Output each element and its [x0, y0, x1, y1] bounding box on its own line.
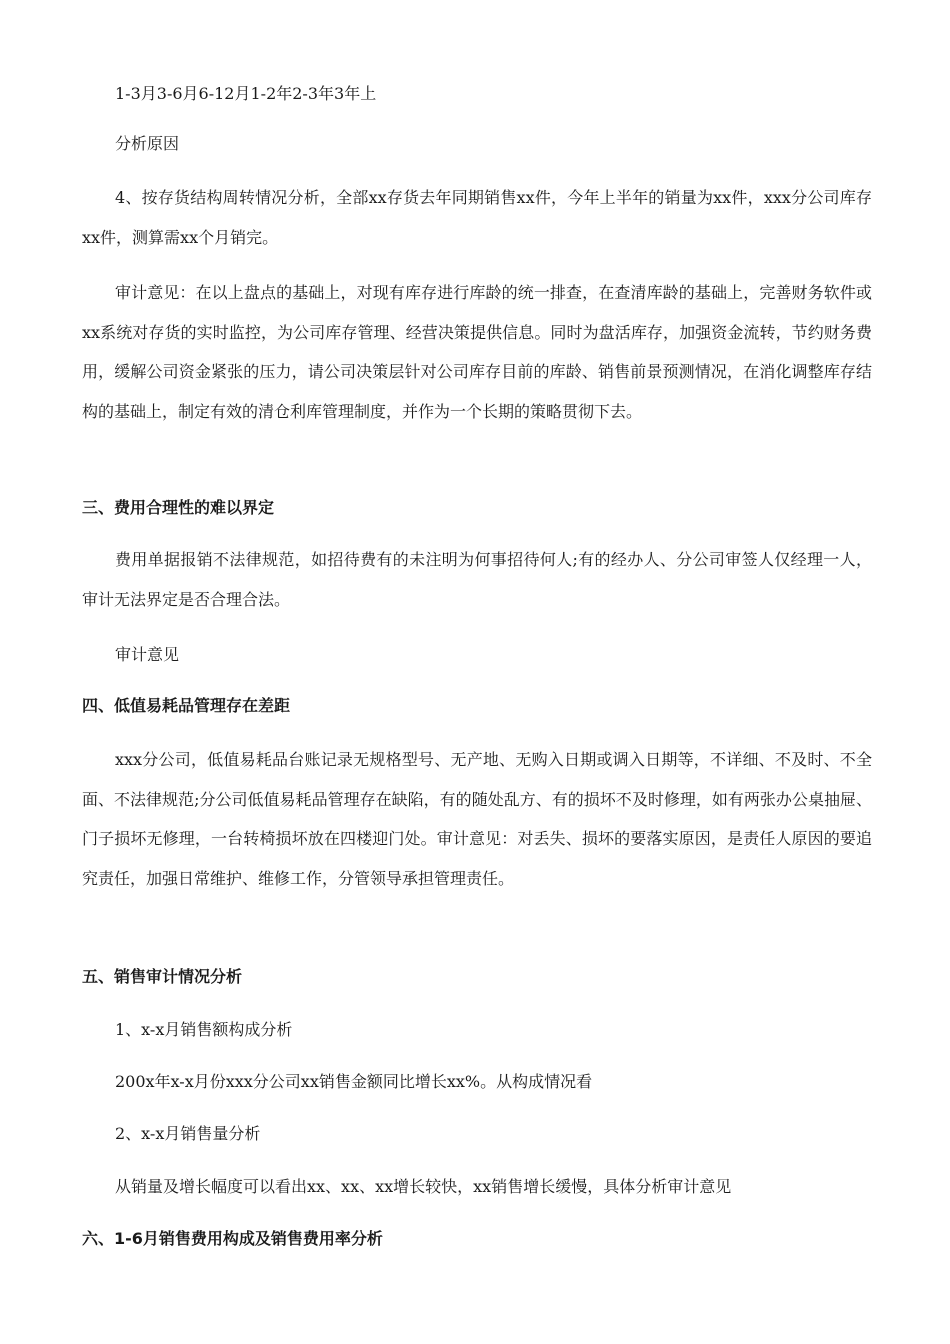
- audit-opinion-line: 审计意见: [115, 645, 180, 664]
- sales-amount-subheading: 1、x-x月销售额构成分析: [115, 1020, 293, 1039]
- age-brackets-line: 1-3月3-6月6-12月1-2年2-3年3年上: [115, 84, 377, 103]
- section-heading-4: 四、低值易耗品管理存在差距: [82, 696, 291, 715]
- section-heading-5: 五、销售审计情况分析: [82, 967, 243, 986]
- section-heading-6: 六、1-6月销售费用构成及销售费用率分析: [82, 1229, 383, 1248]
- analysis-reason-line: 分析原因: [115, 134, 180, 153]
- inventory-turnover-paragraph: 4、按存货结构周转情况分析，全部xx存货去年同期销售xx件，今年上半年的销量为xx件，xxx分公司库存xx件，测算需xx个月销完。: [82, 188, 872, 247]
- low-value-consumables-paragraph: xxx分公司，低值易耗品台账记录无规格型号、无产地、无购入日期或调入日期等，不详细、不及时、不全面、不法律规范;分公司低值易耗品管理存在缺陷，有的随处乱方、有的损坏不及时修理，如有两张办公桌抽屉、门子损坏无修理，一台转椅损坏放在四楼迎门处。审计意见：对丢失、损坏的要落实原因，是责任人原因的要追究责任，加强日常维护、维修工作，分管领导承担管理责任。: [82, 750, 872, 888]
- sales-volume-line: 从销量及增长幅度可以看出xx、xx、xx增长较快，xx销售增长缓慢，具体分析审计意见: [115, 1177, 732, 1196]
- sales-volume-subheading: 2、x-x月销售量分析: [115, 1124, 261, 1143]
- audit-opinion-inventory-paragraph: 审计意见：在以上盘点的基础上，对现有库存进行库龄的统一排查，在查清库龄的基础上，完善财务软件或xx系统对存货的实时监控，为公司库存管理、经营决策提供信息。同时为盘活库存，加强资金流转，节约财务费用，缓解公司资金紧张的压力，请公司决策层针对公司库存目前的库龄、销售前景预测情况，在消化调整库存结构的基础上，制定有效的清仓利库管理制度，并作为一个长期的策略贯彻下去。: [82, 283, 872, 421]
- section-heading-3: 三、费用合理性的难以界定: [82, 498, 275, 517]
- expense-reimbursement-paragraph: 费用单据报销不法律规范，如招待费有的未注明为何事招待何人;有的经办人、分公司审签人仅经理一人，审计无法界定是否合理合法。: [82, 550, 872, 609]
- sales-amount-line: 200x年x-x月份xxx分公司xx销售金额同比增长xx%。从构成情况看: [115, 1072, 593, 1091]
